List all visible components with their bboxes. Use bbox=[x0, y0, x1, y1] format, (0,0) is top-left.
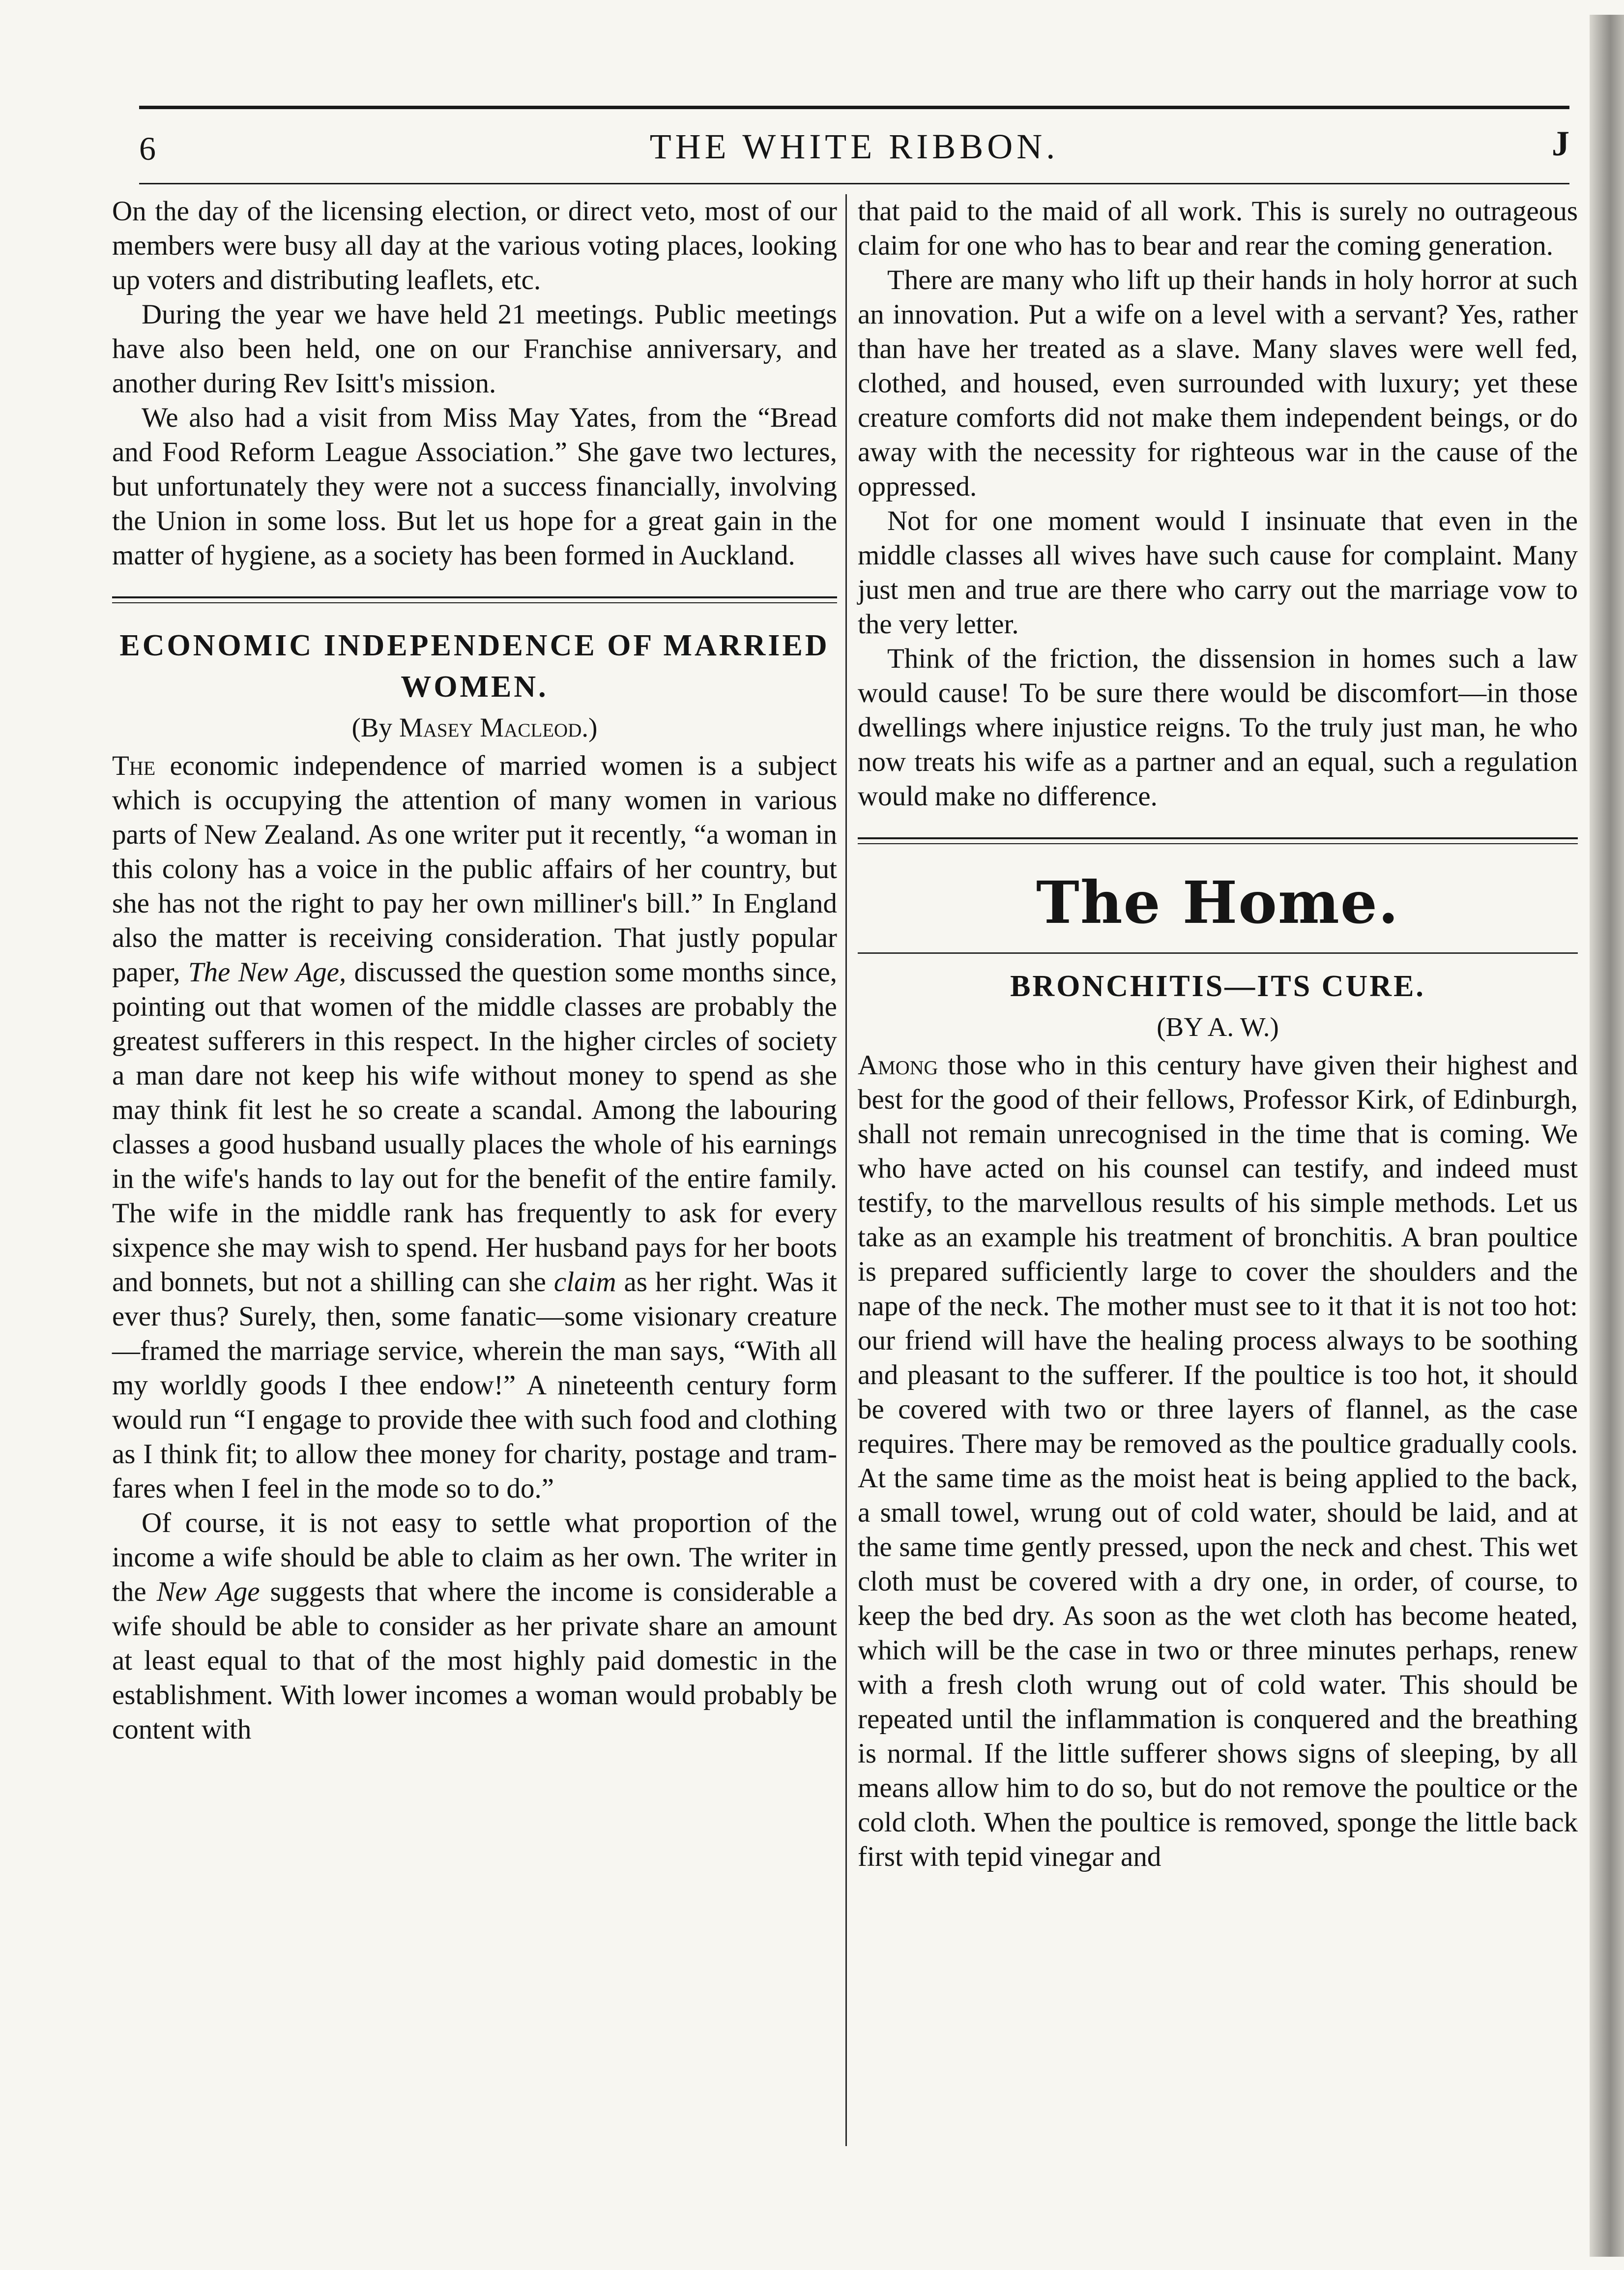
article-byline bbox=[112, 710, 837, 745]
italic-run: claim bbox=[553, 1267, 616, 1297]
article-paragraph bbox=[112, 1506, 837, 1747]
left-column bbox=[112, 194, 837, 1747]
text-run: as her right. Was it ever thus? Surely, then, some fanatic—some visionary creature—framed the marriage service, wherein the man says, “With all my worldly goods I thee endow!” A nineteenth century form would run “I engage to provide thee with such food and clothing as I think fit; to allow thee money for charity, postage and tram-fares when I feel in the mode so to do.” bbox=[112, 1267, 838, 1504]
column-divider bbox=[845, 194, 847, 2146]
paragraph: We also had a visit from Miss May Yates, from the “Bread and Food Reform League Association.” She gave two lectures, but unfortunately they were not a success financially, involving the Union in some loss. But let us hope for a great gain in the matter of hygiene, as a society has been formed in Auckland. bbox=[112, 402, 837, 571]
lead-word: The bbox=[112, 750, 156, 781]
paragraph: There are many who lift up their hands in holy horror at such an innovation. Put a wife on a level with a servant? Yes, rather than have her treated as a slave. Many slaves were well fed, clothed, and housed, even surrounded with luxury; yet these creature comforts did not make them independent beings, or do away with the necessity for righteous war in the cause of the oppressed. bbox=[858, 265, 1578, 502]
paragraph: On the day of the licensing election, or direct veto, most of our members were busy all day at the various voting places, looking up voters and distributing leaflets, etc. bbox=[112, 196, 837, 295]
lead-word: Among bbox=[858, 1050, 938, 1081]
italic-run: The New Age, bbox=[188, 957, 347, 988]
journal-title: THE WHITE RIBBON. bbox=[649, 127, 1059, 166]
section-heading: The Home. bbox=[1036, 868, 1399, 937]
text-run: economic independence of married women is a subject which is occupying the attention of many women in various parts of New Zealand. As one writer put it recently, “a woman in this colony has a voice in the public affairs of her country, but she has not the right to pay her own milliner's bill.” In England also the matter is receiving consideration. That justly popular paper, bbox=[112, 750, 837, 988]
text-run: suggests that where the income is considerable a wife should be able to consider as her private share an amount at least equal to that of the most highly paid domestic in the establishment. With lower incomes a woman would probably be content with bbox=[112, 1576, 837, 1745]
page-edge-shadow bbox=[1590, 15, 1624, 2257]
right-column bbox=[858, 194, 1578, 1874]
paragraph: that paid to the maid of all work. This is surely no outrageous claim for one who has to bear and rear the coming generation. bbox=[858, 196, 1578, 261]
article-title: BRONCHITIS—ITS CURE. bbox=[1010, 970, 1425, 1003]
header-rule bbox=[139, 183, 1569, 184]
text-run: discussed the question some months since, pointing out that women of the middle classes are probably the greatest sufferers in this respect. In the higher circles of society a man dare not keep his wife without money to spend as she may think fit lest he so create a scandal. Among the labouring classes a good husband usually places the whole of his earnings in the wife's hands to lay out for the benefit of the entire family. The wife in the middle rank has frequently to ask for every sixpence she may wish to spend. Her husband pays for her boots and bonnets, but not a shilling can she bbox=[112, 957, 837, 1297]
article-paragraph bbox=[112, 749, 837, 1506]
italic-run: New Age bbox=[156, 1576, 260, 1607]
paragraph: During the year we have held 21 meetings. Public meetings have also been held, one on our Franchise anniversary, and another during Rev Isitt's mission. bbox=[112, 299, 837, 399]
article-paragraph bbox=[858, 1048, 1578, 1874]
article-byline: (BY A. W.) bbox=[1157, 1012, 1279, 1042]
paragraph: Think of the friction, the dissension in homes such a law would cause! To be sure there would be discomfort—in those dwellings where injustice reigns. To the truly just man, he who now treats his wife as a partner and an equal, such a regulation would make no difference. bbox=[858, 643, 1578, 812]
text-run: those who in this century have given their highest and best for the good of their fellows, Professor Kirk, of Edinburgh, shall not remain unrecognised in the time that is coming. We who have acted on his counsel can testify, and indeed must testify, to the marvellous results of his simple methods. Let us take as an example his treatment of bronchitis. A bran poultice is prepared sufficiently large to cover the shoulders and the nape of the neck. The mother must see to it that it is not too hot: our friend will have the healing process always to be soothing and pleasant to the sufferer. If the poultice is too hot, it should be covered with two or three layers of flannel, as the case requires. There may be removed as the poultice gradually cools. At the same time as the moist heat is being applied to the back, a small towel, wrung out of cold water, should be laid, and at the same time gently pressed, upon the neck and chest. This wet cloth must be covered with a dry one, in order, of course, to keep the bed dry. As soon as the wet cloth has become heated, which will be the case in two or three minutes perhaps, renew with a fresh cloth wrung out of cold water. This should be repeated until the inflammation is conquered and the breathing is normal. If the little sufferer shows signs of sleeping, by all means allow him to do so, but do not remove the poultice or the cold cloth. When the poultice is removed, sponge the little back first with tepid vinegar and bbox=[858, 1050, 1578, 1872]
paragraph: Not for one moment would I insinuate that even in the middle classes all wives have such cause for complaint. Many just men and true are there who carry out the marriage vow to the very letter. bbox=[858, 505, 1578, 640]
page-number: 6 bbox=[139, 130, 156, 167]
corner-mark: J bbox=[1552, 124, 1569, 163]
section-divider bbox=[858, 837, 1578, 844]
top-rule bbox=[139, 106, 1569, 109]
text-run: Of course, it is not easy to settle what proportion of the income a wife should be able to claim as her own. The writer in the bbox=[112, 1507, 837, 1607]
byline-prefix: (By bbox=[351, 712, 393, 742]
page-header bbox=[139, 120, 1569, 184]
article-title: ECONOMIC INDEPENDENCE OF MARRIED WOMEN. bbox=[119, 629, 830, 704]
heading-rule bbox=[858, 952, 1578, 954]
section-divider bbox=[112, 596, 837, 603]
byline-author: Masey Macleod.) bbox=[399, 712, 598, 742]
